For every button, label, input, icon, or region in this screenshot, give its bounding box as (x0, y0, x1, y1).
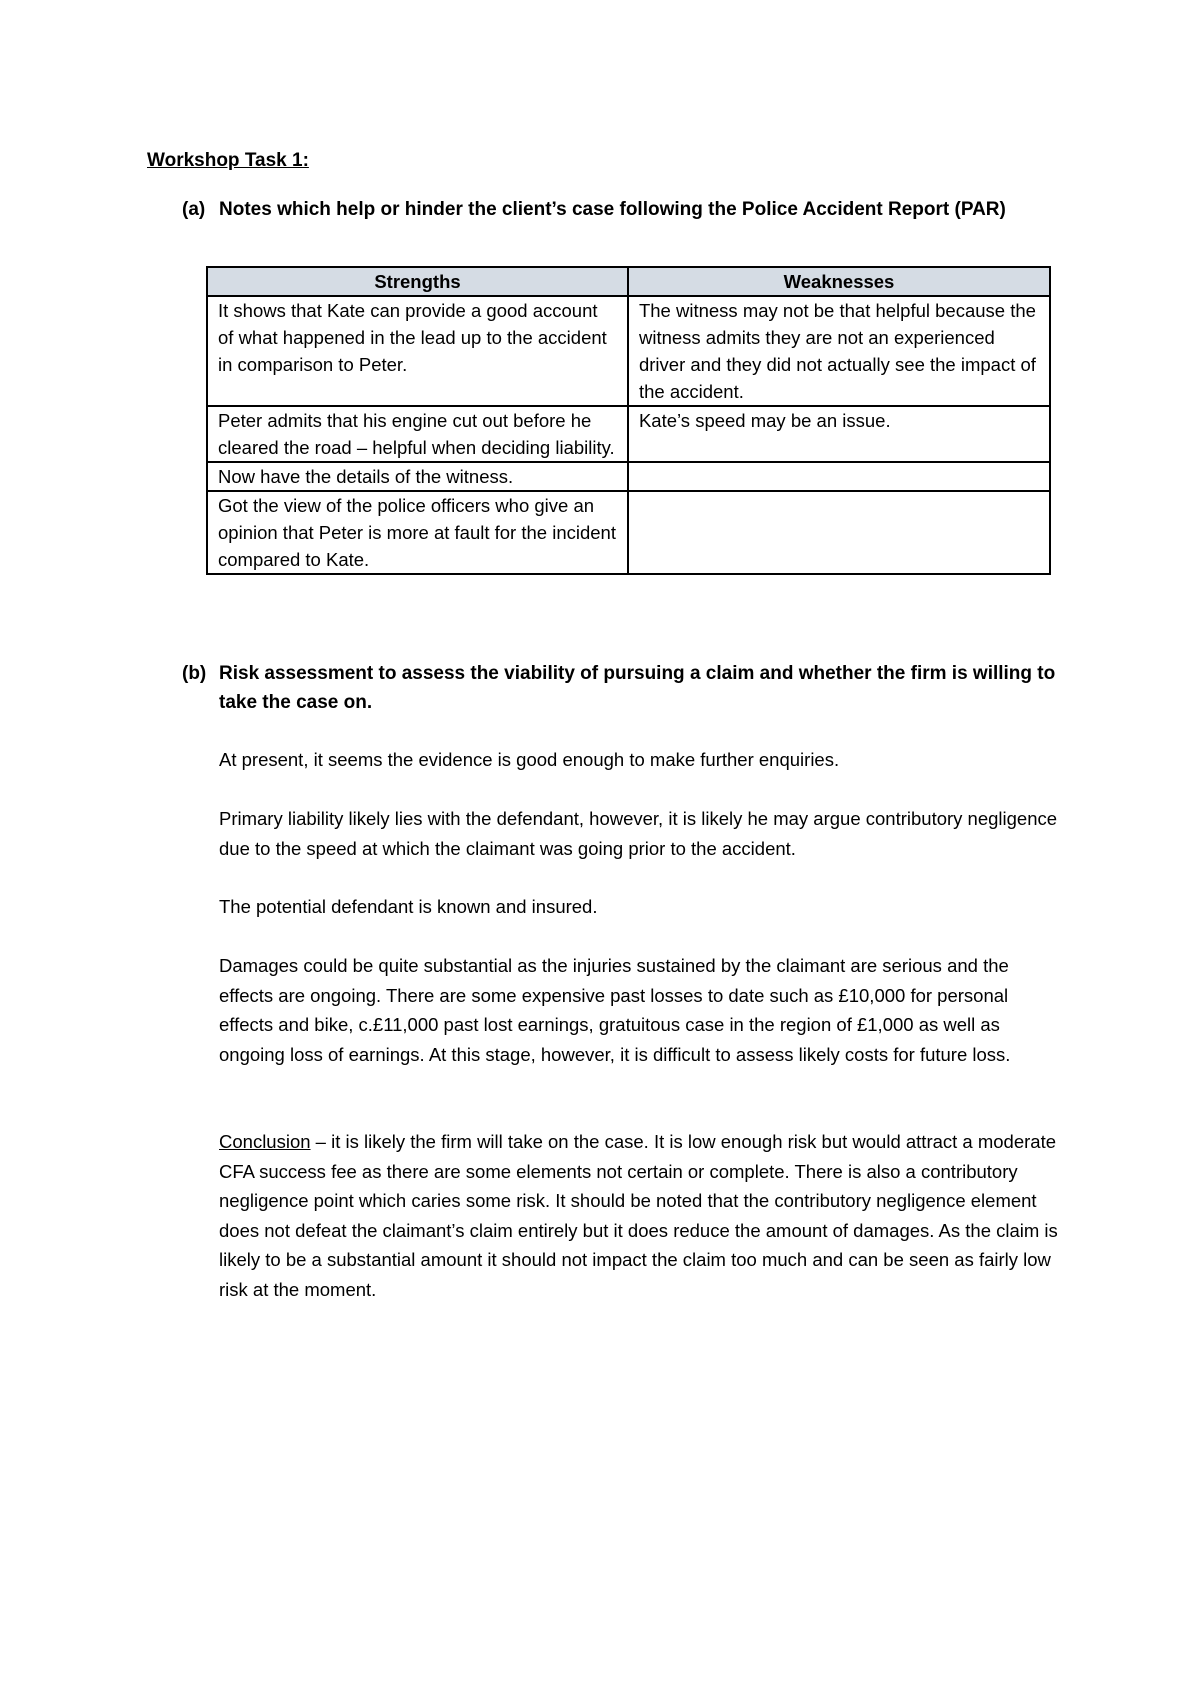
strength-cell: Now have the details of the witness. (207, 462, 628, 491)
section-b-heading (182, 659, 1082, 719)
weakness-cell: The witness may not be that helpful because the witness admits they are not an experienced driver and they did not actually see the impact of the accident. (628, 296, 1050, 406)
paragraph-defendant: The potential defendant is known and insured. (219, 896, 598, 917)
paragraph-conclusion (219, 1127, 1064, 1304)
conclusion-text: – it is likely the firm will take on the case. It is low enough risk but would attract a moderate CFA success fee as there are some elements not certain or complete. There is also a contributory negligence point which caries some risk. It should be noted that the contributory negligence element does not defeat the claimant’s claim entirely but it does reduce the amount of damages. As the claim is likely to be a substantial amount it should not impact the claim too much and can be seen as fairly low risk at the moment. (219, 1131, 1058, 1300)
section-a-heading (182, 195, 1082, 225)
strengths-weaknesses-table (206, 266, 1051, 575)
workshop-heading: Workshop Task 1: (147, 150, 309, 171)
strengths-header: Strengths (207, 267, 628, 296)
paragraph-liability: Primary liability likely lies with the defendant, however, it is likely he may argue contributory negligence due to the speed at which the claimant was going prior to the accident. (219, 808, 1058, 859)
strength-cell: It shows that Kate can provide a good account of what happened in the lead up to the accident in comparison to Peter. (207, 296, 628, 406)
paragraph-damages: Damages could be quite substantial as the injuries sustained by the claimant are serious and the effects are ongoing. There are some expensive past losses to date such as £10,000 for personal effects and bike, c.£11,000 past lost earnings, gratuitous case in the region of £1,000 as well as ongoing loss of earnings. At this stage, however, it is difficult to assess likely costs for future loss. (219, 955, 1011, 1065)
table-row (207, 406, 1050, 462)
strength-cell: Got the view of the police officers who give an opinion that Peter is more at fault for the incident compared to Kate. (207, 491, 628, 574)
table-row (207, 491, 1050, 574)
table-header-row (207, 267, 1050, 296)
section-a-marker: (a) (182, 199, 206, 220)
weakness-cell: Kate’s speed may be an issue. (628, 406, 1050, 462)
table-row (207, 296, 1050, 406)
section-a-title: Notes which help or hinder the client’s case following the Police Accident Report (PAR) (219, 199, 1006, 220)
strength-cell: Peter admits that his engine cut out before he cleared the road – helpful when deciding liability. (207, 406, 628, 462)
weaknesses-header: Weaknesses (628, 267, 1050, 296)
weakness-cell (628, 491, 1050, 574)
conclusion-label: Conclusion (219, 1131, 311, 1152)
paragraph-evidence: At present, it seems the evidence is good enough to make further enquiries. (219, 749, 840, 770)
section-b-marker: (b) (182, 663, 207, 684)
table-row (207, 462, 1050, 491)
section-b-title: Risk assessment to assess the viability of pursuing a claim and whether the firm is willing to take the case on. (219, 663, 1056, 713)
weakness-cell (628, 462, 1050, 491)
